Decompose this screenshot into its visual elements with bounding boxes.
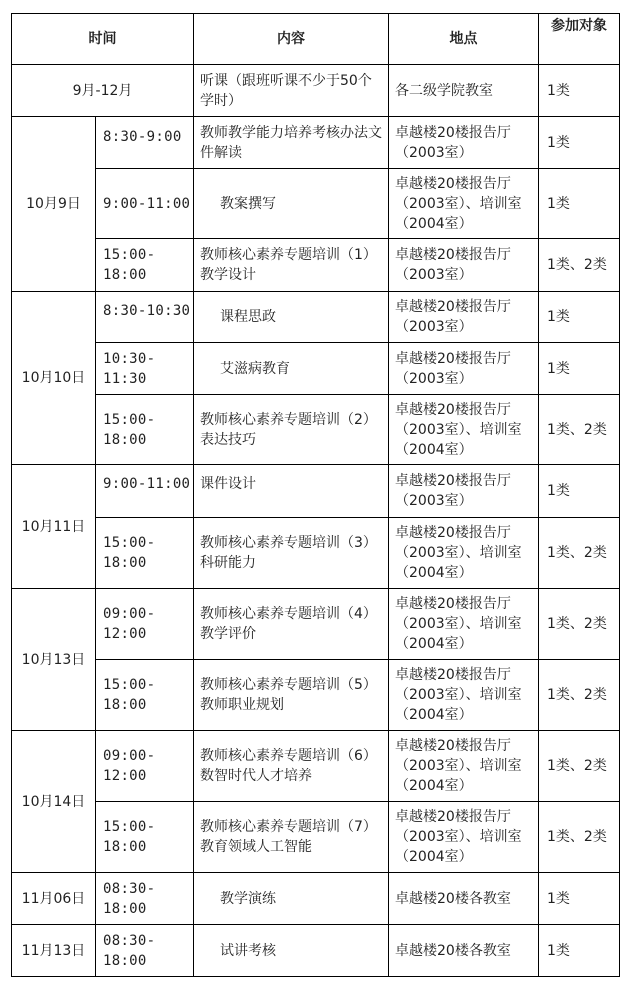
content-cell: 教学演练 — [194, 873, 389, 925]
audience-cell: 1类 — [539, 65, 620, 117]
time-cell: 15:00-18:00 — [96, 395, 194, 465]
location-cell: 卓越楼20楼报告厅（2003室）、培训室（2004室） — [389, 169, 539, 239]
time-cell: 09:00-12:00 — [96, 589, 194, 660]
time-cell: 10:30-11:30 — [96, 343, 194, 395]
time-cell: 9:00-11:00 — [96, 465, 194, 518]
table-row — [12, 239, 620, 292]
audience-cell: 1类 — [539, 343, 620, 395]
time-cell: 15:00-18:00 — [96, 518, 194, 589]
content-cell: 课程思政 — [194, 292, 389, 343]
time-cell: 15:00-18:00 — [96, 239, 194, 292]
date-cell: 10月10日 — [12, 292, 96, 465]
table-row — [12, 343, 620, 395]
table-row — [12, 117, 620, 169]
content-cell: 艾滋病教育 — [194, 343, 389, 395]
date-cell: 10月9日 — [12, 117, 96, 292]
time-cell: 9:00-11:00 — [96, 169, 194, 239]
table-row — [12, 873, 620, 925]
time-cell: 08:30-18:00 — [96, 925, 194, 977]
header-content: 内容 — [194, 14, 389, 65]
table-row — [12, 731, 620, 802]
audience-cell: 1类、2类 — [539, 731, 620, 802]
location-cell: 卓越楼20楼报告厅（2003室） — [389, 292, 539, 343]
location-cell: 卓越楼20楼各教室 — [389, 925, 539, 977]
audience-cell: 1类、2类 — [539, 660, 620, 731]
content-cell: 教师核心素养专题培训（5）教师职业规划 — [194, 660, 389, 731]
table-row — [12, 589, 620, 660]
content-cell: 教案撰写 — [194, 169, 389, 239]
time-cell: 8:30-9:00 — [96, 117, 194, 169]
date-cell: 11月13日 — [12, 925, 96, 977]
date-cell: 10月14日 — [12, 731, 96, 873]
audience-cell: 1类 — [539, 925, 620, 977]
location-cell: 卓越楼20楼报告厅（2003室）、培训室（2004室） — [389, 802, 539, 873]
audience-cell: 1类 — [539, 169, 620, 239]
time-cell: 15:00-18:00 — [96, 660, 194, 731]
time-cell: 15:00-18:00 — [96, 802, 194, 873]
content-cell: 教师核心素养专题培训（3）科研能力 — [194, 518, 389, 589]
time-cell: 09:00-12:00 — [96, 731, 194, 802]
date-cell: 11月06日 — [12, 873, 96, 925]
audience-cell: 1类 — [539, 873, 620, 925]
audience-cell: 1类、2类 — [539, 802, 620, 873]
audience-cell: 1类 — [539, 465, 620, 518]
header-row — [12, 14, 620, 65]
content-cell: 试讲考核 — [194, 925, 389, 977]
table-row — [12, 802, 620, 873]
content-cell: 教师教学能力培养考核办法文件解读 — [194, 117, 389, 169]
audience-cell: 1类、2类 — [539, 239, 620, 292]
time-cell: 08:30-18:00 — [96, 873, 194, 925]
date-cell: 10月13日 — [12, 589, 96, 731]
table-row — [12, 292, 620, 343]
location-cell: 卓越楼20楼报告厅（2003室） — [389, 239, 539, 292]
audience-cell: 1类 — [539, 292, 620, 343]
table-row — [12, 925, 620, 977]
audience-cell: 1类 — [539, 117, 620, 169]
location-cell: 卓越楼20楼报告厅（2003室） — [389, 117, 539, 169]
audience-cell: 1类、2类 — [539, 589, 620, 660]
audience-cell: 1类、2类 — [539, 518, 620, 589]
date-cell: 10月11日 — [12, 465, 96, 589]
table-row — [12, 518, 620, 589]
table-row — [12, 65, 620, 117]
location-cell: 各二级学院教室 — [389, 65, 539, 117]
schedule-table — [11, 13, 620, 977]
time-cell: 8:30-10:30 — [96, 292, 194, 343]
header-time: 时间 — [12, 14, 194, 65]
header-audience: 参加对象 — [539, 14, 620, 65]
table-row — [12, 169, 620, 239]
location-cell: 卓越楼20楼报告厅（2003室） — [389, 343, 539, 395]
location-cell: 卓越楼20楼各教室 — [389, 873, 539, 925]
content-cell: 听课（跟班听课不少于50个学时） — [194, 65, 389, 117]
location-cell: 卓越楼20楼报告厅（2003室） — [389, 465, 539, 518]
location-cell: 卓越楼20楼报告厅（2003室）、培训室（2004室） — [389, 731, 539, 802]
location-cell: 卓越楼20楼报告厅（2003室）、培训室（2004室） — [389, 395, 539, 465]
content-cell: 教师核心素养专题培训（2）表达技巧 — [194, 395, 389, 465]
content-cell: 教师核心素养专题培训（1）教学设计 — [194, 239, 389, 292]
content-cell: 教师核心素养专题培训（7）教育领域人工智能 — [194, 802, 389, 873]
content-cell: 教师核心素养专题培训（4）教学评价 — [194, 589, 389, 660]
table-row — [12, 465, 620, 518]
location-cell: 卓越楼20楼报告厅（2003室）、培训室（2004室） — [389, 660, 539, 731]
content-cell: 教师核心素养专题培训（6）数智时代人才培养 — [194, 731, 389, 802]
content-cell: 课件设计 — [194, 465, 389, 518]
header-location: 地点 — [389, 14, 539, 65]
location-cell: 卓越楼20楼报告厅（2003室）、培训室（2004室） — [389, 518, 539, 589]
audience-cell: 1类、2类 — [539, 395, 620, 465]
table-row — [12, 395, 620, 465]
time-range-cell: 9月-12月 — [12, 65, 194, 117]
table-row — [12, 660, 620, 731]
location-cell: 卓越楼20楼报告厅（2003室）、培训室（2004室） — [389, 589, 539, 660]
